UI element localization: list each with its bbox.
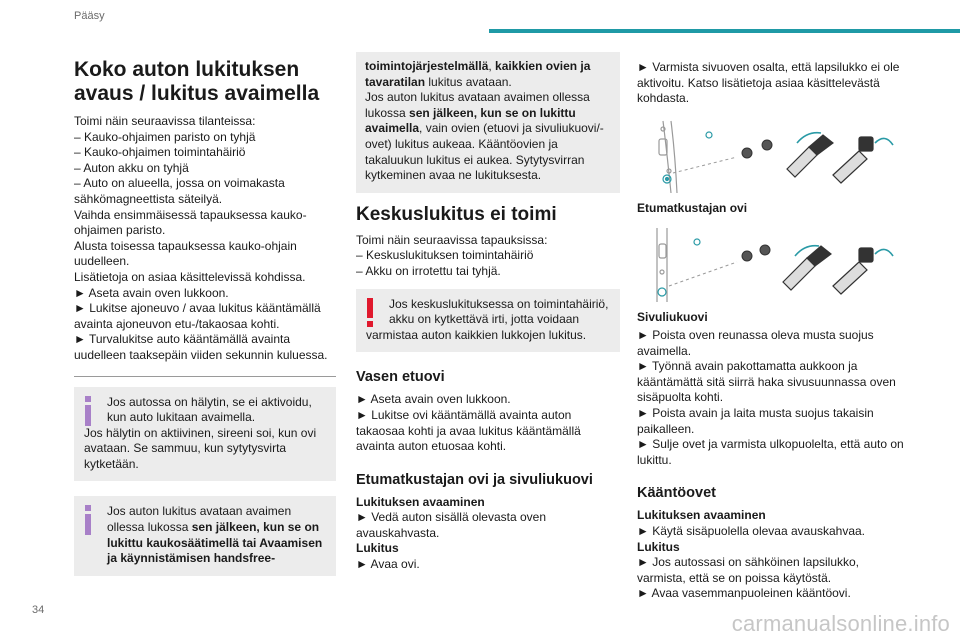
step-item: ► Avaa ovi. bbox=[356, 557, 420, 572]
warning-icon bbox=[364, 298, 376, 328]
step-heading: Lukitus bbox=[637, 539, 680, 554]
column-2 bbox=[356, 52, 620, 573]
info-icon bbox=[82, 505, 94, 535]
step-item: ► Poista oven reunassa oleva musta suojus avaimella. bbox=[637, 327, 874, 358]
warning-text: Jos keskuslukituksessa on toimintahäiriö, akku on kytkettävä irti, jotta voidaan bbox=[389, 296, 609, 327]
step-heading: Lukituksen avaaminen bbox=[637, 508, 766, 523]
watermark: carmanualsonline.info bbox=[731, 611, 950, 636]
subsection-title: Etumatkustajan ovi ja sivuliukuovi bbox=[356, 471, 593, 488]
step-item: ► Aseta avain oven lukkoon. bbox=[74, 285, 229, 300]
list-item: – Akku on irrotettu tai tyhjä. bbox=[356, 263, 501, 278]
step-item: ► Sulje ovet ja varmista ulkopuolelta, että auto on lukittu. bbox=[637, 437, 904, 467]
section-title: Koko auton lukituksen avaus / lukitus avaimella bbox=[74, 58, 320, 105]
header-accent-bar bbox=[489, 29, 960, 33]
info-box bbox=[74, 496, 336, 575]
step-item: ► Aseta avain oven lukkoon. bbox=[356, 392, 511, 407]
figure-caption: Etumatkustajan ovi bbox=[637, 200, 748, 215]
warning-box bbox=[356, 289, 620, 353]
step-item: ► Käytä sisäpuolella olevaa avauskahvaa. bbox=[637, 523, 866, 538]
list-item: – Keskuslukituksen toimintahäiriö bbox=[356, 248, 534, 263]
step-item: ► Lukitse ajoneuvo / avaa lukitus kääntämällä avainta ajoneuvon etu-/takaosaa kohti. bbox=[74, 301, 321, 331]
step-item: ► Vedä auton sisällä olevasta oven avauskahvasta. bbox=[356, 510, 547, 540]
column-1 bbox=[74, 52, 336, 585]
list-item: – Auton akku on tyhjä bbox=[74, 160, 189, 175]
step-heading: Lukitus bbox=[356, 541, 399, 556]
door-lock-illustration bbox=[637, 113, 897, 195]
info-box bbox=[74, 387, 336, 482]
figure-caption: Sivuliukuovi bbox=[637, 310, 708, 325]
page-number: 34 bbox=[32, 604, 45, 616]
warning-text: varmistaa auton kaikkien lukkojen lukitus. bbox=[366, 327, 587, 342]
info-icon bbox=[82, 396, 94, 426]
info-text: Jos hälytin on aktiivinen, sireeni soi, kun ovi avataan. Se sammuu, kun sytytysvirta kytketään. bbox=[84, 425, 317, 471]
sliding-door-lock-illustration bbox=[637, 222, 897, 304]
subsection-title: Kääntöovet bbox=[637, 485, 716, 502]
step-item: ► Avaa vasemmanpuoleinen kääntöovi. bbox=[637, 586, 851, 601]
paragraph: Alusta toisessa tapauksessa kauko-ohjain uudelleen. bbox=[74, 238, 297, 269]
section-title: Keskuslukitus ei toimi bbox=[356, 203, 557, 225]
info-text: Jos autossa on hälytin, se ei aktivoidu, kun auto lukitaan avaimella. bbox=[107, 394, 312, 425]
step-item: ► Lukitse ovi kääntämällä avainta auton takaosaa kohti ja avaa lukitus kääntämällä avainta auton etuosaa kohti. bbox=[356, 407, 581, 454]
list-item: – Auto on alueella, jossa on voimakasta sähkömagneettista säteilyä. bbox=[74, 176, 285, 206]
column-3 bbox=[637, 52, 907, 602]
divider bbox=[74, 376, 336, 377]
paragraph: Lisätietoja on asiaa käsittelevissä kohdissa. bbox=[74, 269, 306, 284]
subsection-title: Vasen etuovi bbox=[356, 369, 445, 386]
step-item: ► Työnnä avain pakottamatta aukkoon ja kääntämättä sitä siirrä haka sivusuunnassa oven sisäpuolta kohti. bbox=[637, 359, 896, 405]
list-item: – Kauko-ohjaimen paristo on tyhjä bbox=[74, 129, 256, 144]
step-item: ► Poista avain ja laita musta suojus takaisin paikalleen. bbox=[637, 405, 874, 436]
info-box-continued: toimintojärjestelmällä, kaikkien ovien ja tavaratilan lukitus avataan. Jos auton lukitus avataan avaimen ollessa lukossa sen jälkeen, kun se on lukittu avaimella, vain ovien (etuovi ja sivuliukuovi/-ovet) lukitus aukeaa. Kääntöovien ja takaluukun lukitus ei aukea. Sytytysvirran kytkeminen avaa ne lukituksesta. bbox=[356, 52, 620, 193]
step-item: ► Varmista sivuoven osalta, että lapsilukko ei ole aktivoitu. Katso lisätietoja asiaa käsittelevästä kohdasta. bbox=[637, 60, 900, 106]
info-text: Jos auton lukitus avataan avaimen ollessa lukossa sen jälkeen, kun se on lukittu kaukosäätimellä tai Avaamisen ja käynnistämisen handsfree- bbox=[107, 504, 323, 566]
list-item: – Kauko-ohjaimen toimintahäiriö bbox=[74, 145, 246, 160]
paragraph: Toimi näin seuraavissa tilanteissa: bbox=[74, 114, 256, 128]
step-item: ► Jos autossasi on sähköinen lapsilukko, varmista, että se on poissa käytöstä. bbox=[637, 555, 859, 585]
step-heading: Lukituksen avaaminen bbox=[356, 494, 485, 509]
paragraph: Vaihda ensimmäisessä tapauksessa kauko-ohjaimen paristo. bbox=[74, 207, 307, 238]
paragraph: Toimi näin seuraavissa tapauksissa: bbox=[356, 232, 548, 247]
step-item: ► Turvalukitse auto kääntämällä avainta uudelleen taaksepäin viiden sekunnin kuluessa. bbox=[74, 332, 328, 362]
section-header: Pääsy bbox=[74, 10, 105, 22]
